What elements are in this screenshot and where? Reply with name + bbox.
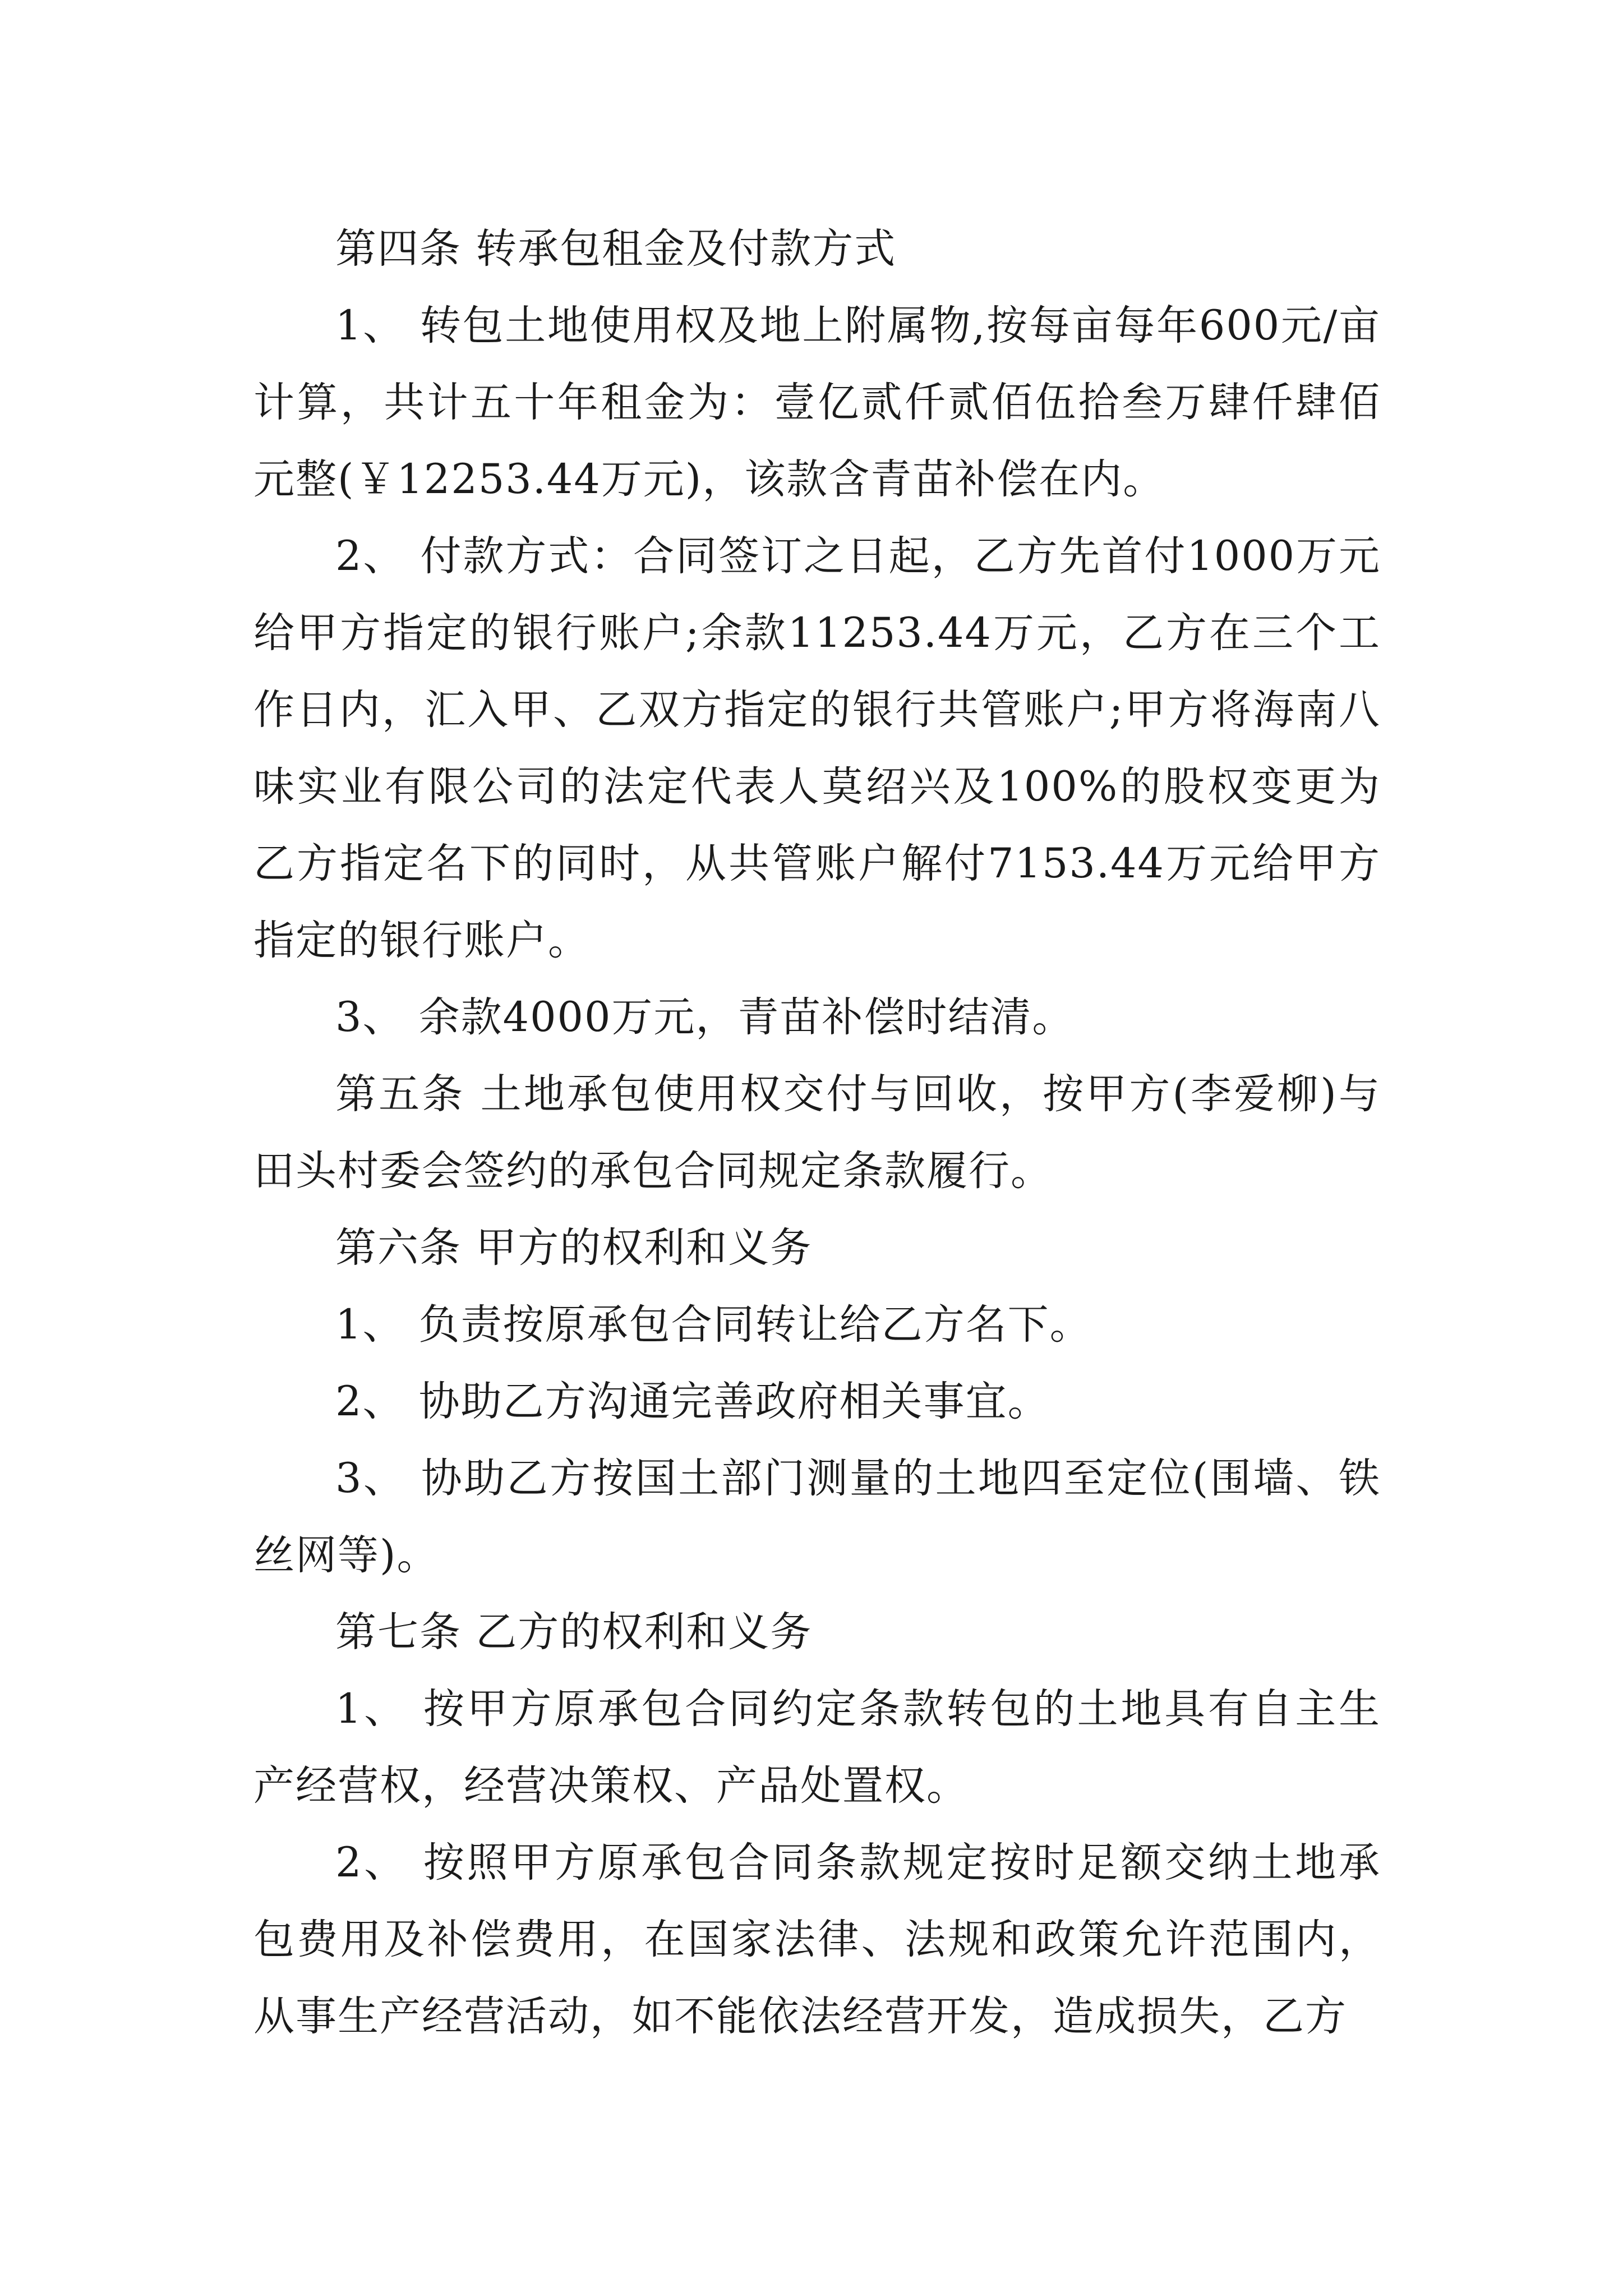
article-6-heading: 第六条 甲方的权利和义务 [335,1224,813,1272]
article-6-clause-1: 1、 负责按原承包合同转让给乙方名下。 [335,1301,1092,1349]
article-6-clause-3: 3、 协助乙方按国土部门测量的土地四至定位(围墙、铁丝网等)。 [253,1455,1381,1579]
article-4-heading: 第四条 转承包租金及付款方式 [335,225,897,273]
article-7-clause-1: 1、 按甲方原承包合同约定条款转包的土地具有自主生产经营权，经营决策权、产品处置权。 [253,1685,1381,1810]
article-5: 第五条 土地承包使用权交付与回收，按甲方(李爱柳)与田头村委会签约的承包合同规定条款履行。 [253,1070,1381,1195]
article-4-clause-2: 2、 付款方式：合同签订之日起，乙方先首付1000万元给甲方指定的银行账户;余款11253.44万元，乙方在三个工作日内，汇入甲、乙双方指定的银行共管账户;甲方将海南八味实业有限公司的法定代表人莫绍兴及100%的股权变更为乙方指定名下的同时，从共管账户解付7153.44万元给甲方指定的银行账户。 [253,532,1381,964]
article-6-clause-2: 2、 协助乙方沟通完善政府相关事宜。 [335,1378,1050,1425]
article-7-heading: 第七条 乙方的权利和义务 [335,1608,813,1656]
article-4-clause-1: 1、 转包土地使用权及地上附属物,按每亩每年600元/亩计算，共计五十年租金为：壹亿贰仟贰佰伍拾叁万肆仟肆佰元整(￥12253.44万元)，该款含青苗补偿在内。 [253,302,1381,503]
article-7-clause-2: 2、 按照甲方原承包合同条款规定按时足额交纳土地承包费用及补偿费用，在国家法律、法规和政策允许范围内，从事生产经营活动，如不能依法经营开发，造成损失，乙方 [253,1839,1381,2040]
article-4-clause-3: 3、 余款4000万元，青苗补偿时结清。 [335,993,1075,1041]
document-body [253,210,1381,2055]
